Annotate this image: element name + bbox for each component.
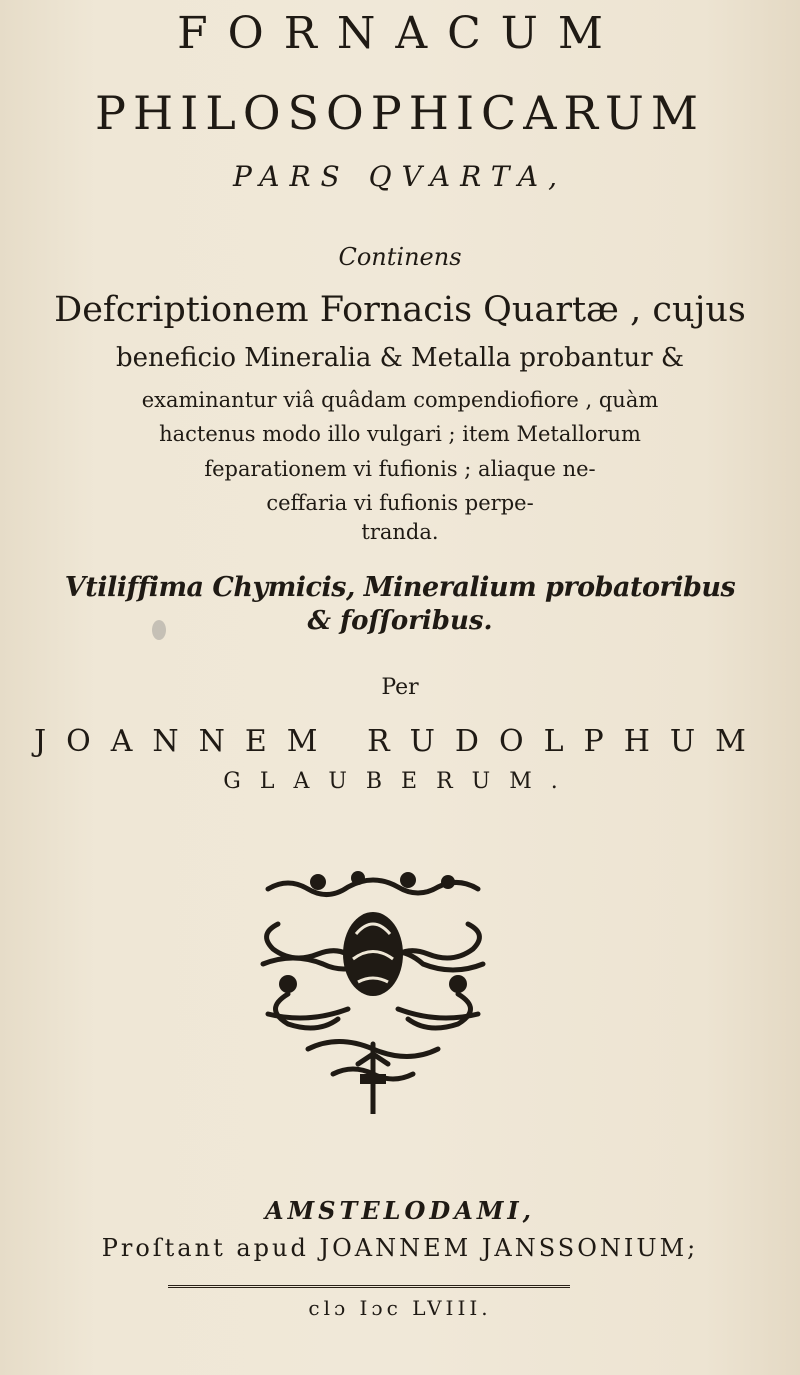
description-line-4: hactenus modo illo vulgari ; item Metallorum xyxy=(159,422,641,446)
per-label: Per xyxy=(381,675,419,700)
description-line-5: feparationem vi fufionis ; aliaque ne- xyxy=(204,457,596,481)
utility-line-2: & foſſoribus. xyxy=(307,606,493,636)
description-line-7: tranda. xyxy=(361,520,439,544)
author-line-1: JOANNEM RUDOLPHUM xyxy=(34,724,766,759)
utility-line-1: Vtiliffima Chymicis, Mineralium probatoribus xyxy=(64,572,736,603)
description-line-3: examinantur viâ quâdam compendiofiore , quàm xyxy=(141,388,659,412)
imprint-rule xyxy=(168,1285,570,1288)
imprint-date: clɔ Iɔc LVIII. xyxy=(308,1296,492,1320)
description-line-1: Defcriptionem Fornacis Quartæ , cujus xyxy=(54,290,746,330)
printer-ornament-icon xyxy=(248,864,498,1114)
part-heading: PARS QVARTA, xyxy=(232,160,567,193)
continens-label: Continens xyxy=(338,243,462,271)
description-line-6: ceffaria vi fufionis perpe- xyxy=(266,491,534,515)
description-line-2: beneficio Mineralia & Metalla probantur & xyxy=(115,343,685,373)
title-line-2: PHILOSOPHICARUM xyxy=(95,86,705,140)
imprint-publisher: Proſtant apud JOANNEM JANSSONIUM; xyxy=(101,1234,699,1262)
title-line-1: FORNACUM xyxy=(177,8,623,59)
ink-smudge xyxy=(152,620,166,640)
author-line-2: GLAUBERUM. xyxy=(223,769,577,794)
imprint-place: AMSTELODAMI, xyxy=(264,1196,536,1225)
